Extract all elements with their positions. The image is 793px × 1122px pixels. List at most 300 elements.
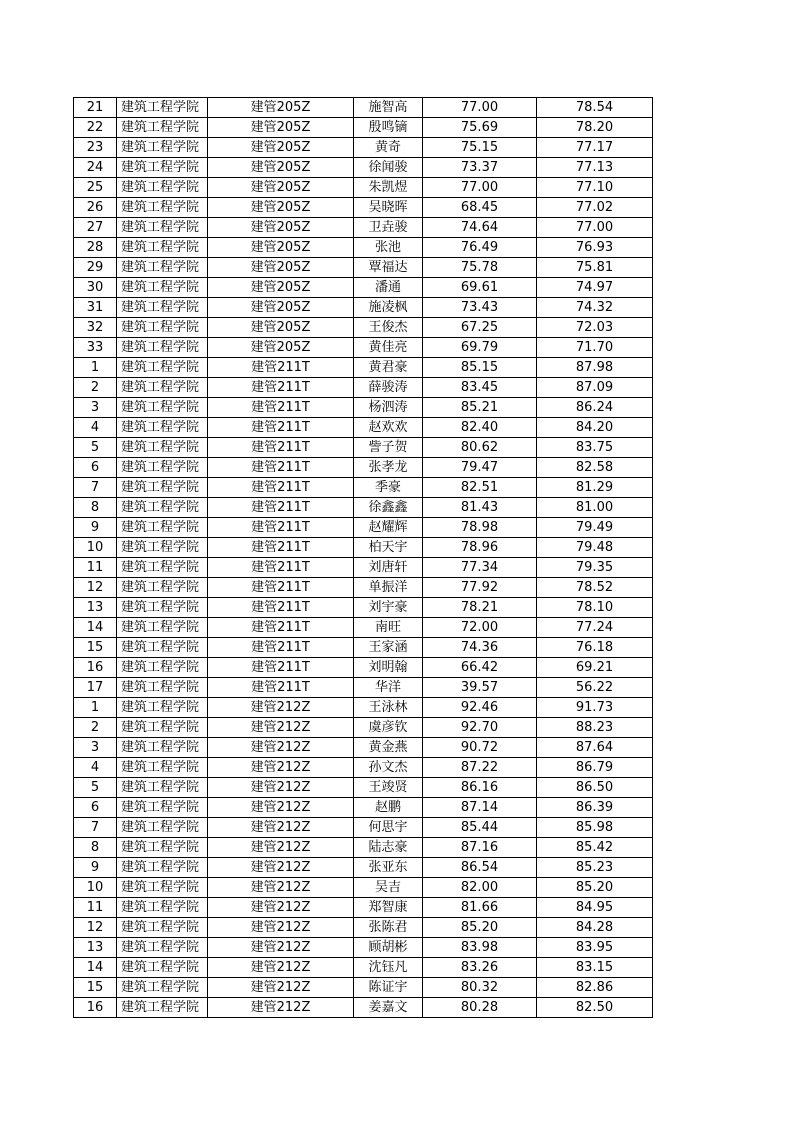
student-name-cell: 沈钰凡 <box>354 958 423 978</box>
score-2-cell: 74.97 <box>537 278 653 298</box>
row-index-cell: 4 <box>74 418 117 438</box>
table-row <box>74 638 653 658</box>
score-2-cell: 91.73 <box>537 698 653 718</box>
score-2-cell: 75.81 <box>537 258 653 278</box>
score-1-cell: 74.36 <box>423 638 537 658</box>
score-2-cell: 84.28 <box>537 918 653 938</box>
score-1-cell: 39.57 <box>423 678 537 698</box>
college-cell: 建筑工程学院 <box>117 418 208 438</box>
class-cell: 建管212Z <box>208 778 354 798</box>
score-1-cell: 87.22 <box>423 758 537 778</box>
table-row <box>74 878 653 898</box>
college-cell: 建筑工程学院 <box>117 738 208 758</box>
score-2-cell: 79.49 <box>537 518 653 538</box>
table-row <box>74 378 653 398</box>
table-row <box>74 758 653 778</box>
score-1-cell: 80.28 <box>423 998 537 1018</box>
table-row <box>74 898 653 918</box>
student-name-cell: 吴晓晖 <box>354 198 423 218</box>
class-cell: 建管211T <box>208 458 354 478</box>
table-row <box>74 458 653 478</box>
table-row <box>74 918 653 938</box>
row-index-cell: 2 <box>74 718 117 738</box>
student-name-cell: 黄佳亮 <box>354 338 423 358</box>
class-cell: 建管212Z <box>208 958 354 978</box>
class-cell: 建管212Z <box>208 838 354 858</box>
score-1-cell: 67.25 <box>423 318 537 338</box>
college-cell: 建筑工程学院 <box>117 858 208 878</box>
table-row <box>74 798 653 818</box>
score-2-cell: 84.95 <box>537 898 653 918</box>
score-1-cell: 81.43 <box>423 498 537 518</box>
college-cell: 建筑工程学院 <box>117 958 208 978</box>
student-name-cell: 黄奇 <box>354 138 423 158</box>
class-cell: 建管212Z <box>208 878 354 898</box>
class-cell: 建管212Z <box>208 758 354 778</box>
college-cell: 建筑工程学院 <box>117 938 208 958</box>
row-index-cell: 13 <box>74 598 117 618</box>
class-cell: 建管212Z <box>208 798 354 818</box>
row-index-cell: 7 <box>74 818 117 838</box>
score-2-cell: 86.50 <box>537 778 653 798</box>
class-cell: 建管205Z <box>208 178 354 198</box>
score-1-cell: 85.21 <box>423 398 537 418</box>
row-index-cell: 25 <box>74 178 117 198</box>
score-2-cell: 82.50 <box>537 998 653 1018</box>
table-row <box>74 338 653 358</box>
college-cell: 建筑工程学院 <box>117 198 208 218</box>
score-1-cell: 80.32 <box>423 978 537 998</box>
student-name-cell: 杨泗涛 <box>354 398 423 418</box>
row-index-cell: 6 <box>74 798 117 818</box>
score-2-cell: 87.09 <box>537 378 653 398</box>
class-cell: 建管211T <box>208 638 354 658</box>
student-name-cell: 訾子贺 <box>354 438 423 458</box>
score-2-cell: 82.58 <box>537 458 653 478</box>
score-2-cell: 86.39 <box>537 798 653 818</box>
score-table-body <box>74 98 653 1018</box>
score-1-cell: 75.69 <box>423 118 537 138</box>
class-cell: 建管211T <box>208 398 354 418</box>
class-cell: 建管211T <box>208 358 354 378</box>
table-row <box>74 518 653 538</box>
college-cell: 建筑工程学院 <box>117 498 208 518</box>
score-2-cell: 77.02 <box>537 198 653 218</box>
row-index-cell: 4 <box>74 758 117 778</box>
college-cell: 建筑工程学院 <box>117 718 208 738</box>
score-2-cell: 82.86 <box>537 978 653 998</box>
score-2-cell: 69.21 <box>537 658 653 678</box>
score-1-cell: 69.61 <box>423 278 537 298</box>
row-index-cell: 11 <box>74 558 117 578</box>
row-index-cell: 1 <box>74 698 117 718</box>
row-index-cell: 27 <box>74 218 117 238</box>
student-name-cell: 郑智康 <box>354 898 423 918</box>
table-row <box>74 618 653 638</box>
score-2-cell: 74.32 <box>537 298 653 318</box>
score-1-cell: 83.26 <box>423 958 537 978</box>
college-cell: 建筑工程学院 <box>117 438 208 458</box>
score-1-cell: 87.16 <box>423 838 537 858</box>
college-cell: 建筑工程学院 <box>117 778 208 798</box>
row-index-cell: 10 <box>74 538 117 558</box>
table-row <box>74 558 653 578</box>
college-cell: 建筑工程学院 <box>117 818 208 838</box>
college-cell: 建筑工程学院 <box>117 238 208 258</box>
score-1-cell: 92.70 <box>423 718 537 738</box>
table-row <box>74 978 653 998</box>
row-index-cell: 8 <box>74 498 117 518</box>
college-cell: 建筑工程学院 <box>117 658 208 678</box>
score-1-cell: 78.96 <box>423 538 537 558</box>
table-row <box>74 818 653 838</box>
student-name-cell: 刘宇豪 <box>354 598 423 618</box>
score-2-cell: 77.10 <box>537 178 653 198</box>
table-row <box>74 738 653 758</box>
score-1-cell: 77.00 <box>423 178 537 198</box>
score-2-cell: 85.23 <box>537 858 653 878</box>
college-cell: 建筑工程学院 <box>117 698 208 718</box>
row-index-cell: 22 <box>74 118 117 138</box>
class-cell: 建管212Z <box>208 738 354 758</box>
class-cell: 建管212Z <box>208 938 354 958</box>
class-cell: 建管212Z <box>208 818 354 838</box>
student-name-cell: 朱凯煜 <box>354 178 423 198</box>
table-row <box>74 298 653 318</box>
table-row <box>74 98 653 118</box>
score-2-cell: 78.52 <box>537 578 653 598</box>
class-cell: 建管205Z <box>208 198 354 218</box>
score-2-cell: 78.54 <box>537 98 653 118</box>
row-index-cell: 12 <box>74 918 117 938</box>
score-1-cell: 73.37 <box>423 158 537 178</box>
college-cell: 建筑工程学院 <box>117 678 208 698</box>
college-cell: 建筑工程学院 <box>117 518 208 538</box>
table-row <box>74 318 653 338</box>
score-2-cell: 85.20 <box>537 878 653 898</box>
table-row <box>74 118 653 138</box>
score-2-cell: 84.20 <box>537 418 653 438</box>
student-name-cell: 王家涵 <box>354 638 423 658</box>
class-cell: 建管212Z <box>208 898 354 918</box>
table-row <box>74 478 653 498</box>
college-cell: 建筑工程学院 <box>117 158 208 178</box>
score-1-cell: 83.45 <box>423 378 537 398</box>
college-cell: 建筑工程学院 <box>117 618 208 638</box>
college-cell: 建筑工程学院 <box>117 898 208 918</box>
score-1-cell: 77.34 <box>423 558 537 578</box>
table-row <box>74 358 653 378</box>
student-name-cell: 王俊杰 <box>354 318 423 338</box>
college-cell: 建筑工程学院 <box>117 138 208 158</box>
college-cell: 建筑工程学院 <box>117 598 208 618</box>
score-1-cell: 69.79 <box>423 338 537 358</box>
student-name-cell: 华洋 <box>354 678 423 698</box>
student-name-cell: 柏天宇 <box>354 538 423 558</box>
college-cell: 建筑工程学院 <box>117 378 208 398</box>
class-cell: 建管211T <box>208 498 354 518</box>
student-name-cell: 王竣贤 <box>354 778 423 798</box>
table-row <box>74 178 653 198</box>
college-cell: 建筑工程学院 <box>117 998 208 1018</box>
class-cell: 建管205Z <box>208 298 354 318</box>
student-name-cell: 卫垚骏 <box>354 218 423 238</box>
row-index-cell: 17 <box>74 678 117 698</box>
class-cell: 建管212Z <box>208 858 354 878</box>
student-name-cell: 潘通 <box>354 278 423 298</box>
row-index-cell: 14 <box>74 618 117 638</box>
score-1-cell: 66.42 <box>423 658 537 678</box>
row-index-cell: 13 <box>74 938 117 958</box>
row-index-cell: 15 <box>74 978 117 998</box>
college-cell: 建筑工程学院 <box>117 98 208 118</box>
score-table <box>73 97 653 1018</box>
row-index-cell: 5 <box>74 438 117 458</box>
score-1-cell: 82.00 <box>423 878 537 898</box>
score-2-cell: 86.24 <box>537 398 653 418</box>
class-cell: 建管205Z <box>208 318 354 338</box>
college-cell: 建筑工程学院 <box>117 178 208 198</box>
score-2-cell: 83.95 <box>537 938 653 958</box>
score-2-cell: 79.48 <box>537 538 653 558</box>
row-index-cell: 5 <box>74 778 117 798</box>
class-cell: 建管211T <box>208 598 354 618</box>
score-1-cell: 85.44 <box>423 818 537 838</box>
class-cell: 建管212Z <box>208 978 354 998</box>
score-1-cell: 76.49 <box>423 238 537 258</box>
score-1-cell: 77.00 <box>423 98 537 118</box>
class-cell: 建管212Z <box>208 698 354 718</box>
row-index-cell: 7 <box>74 478 117 498</box>
student-name-cell: 季豪 <box>354 478 423 498</box>
college-cell: 建筑工程学院 <box>117 798 208 818</box>
class-cell: 建管205Z <box>208 258 354 278</box>
college-cell: 建筑工程学院 <box>117 918 208 938</box>
class-cell: 建管205Z <box>208 138 354 158</box>
student-name-cell: 张孝龙 <box>354 458 423 478</box>
score-2-cell: 77.24 <box>537 618 653 638</box>
score-2-cell: 85.98 <box>537 818 653 838</box>
table-row <box>74 838 653 858</box>
student-name-cell: 赵耀辉 <box>354 518 423 538</box>
row-index-cell: 16 <box>74 658 117 678</box>
score-1-cell: 86.16 <box>423 778 537 798</box>
row-index-cell: 9 <box>74 858 117 878</box>
class-cell: 建管212Z <box>208 998 354 1018</box>
class-cell: 建管211T <box>208 658 354 678</box>
score-2-cell: 83.15 <box>537 958 653 978</box>
score-2-cell: 79.35 <box>537 558 653 578</box>
class-cell: 建管211T <box>208 558 354 578</box>
score-1-cell: 78.98 <box>423 518 537 538</box>
score-1-cell: 85.20 <box>423 918 537 938</box>
college-cell: 建筑工程学院 <box>117 278 208 298</box>
student-name-cell: 施凌枫 <box>354 298 423 318</box>
row-index-cell: 33 <box>74 338 117 358</box>
student-name-cell: 何思宇 <box>354 818 423 838</box>
college-cell: 建筑工程学院 <box>117 478 208 498</box>
student-name-cell: 薛骏涛 <box>354 378 423 398</box>
score-1-cell: 82.51 <box>423 478 537 498</box>
row-index-cell: 30 <box>74 278 117 298</box>
student-name-cell: 殷鸣镝 <box>354 118 423 138</box>
student-name-cell: 覃福达 <box>354 258 423 278</box>
row-index-cell: 2 <box>74 378 117 398</box>
row-index-cell: 16 <box>74 998 117 1018</box>
college-cell: 建筑工程学院 <box>117 458 208 478</box>
score-1-cell: 80.62 <box>423 438 537 458</box>
college-cell: 建筑工程学院 <box>117 978 208 998</box>
row-index-cell: 26 <box>74 198 117 218</box>
score-1-cell: 78.21 <box>423 598 537 618</box>
score-2-cell: 71.70 <box>537 338 653 358</box>
score-2-cell: 77.17 <box>537 138 653 158</box>
class-cell: 建管205Z <box>208 238 354 258</box>
score-2-cell: 83.75 <box>537 438 653 458</box>
table-row <box>74 718 653 738</box>
score-2-cell: 87.98 <box>537 358 653 378</box>
student-name-cell: 虞彦钦 <box>354 718 423 738</box>
score-1-cell: 74.64 <box>423 218 537 238</box>
class-cell: 建管205Z <box>208 158 354 178</box>
class-cell: 建管205Z <box>208 278 354 298</box>
class-cell: 建管211T <box>208 478 354 498</box>
college-cell: 建筑工程学院 <box>117 258 208 278</box>
score-2-cell: 78.10 <box>537 598 653 618</box>
student-name-cell: 黄金燕 <box>354 738 423 758</box>
class-cell: 建管211T <box>208 618 354 638</box>
table-row <box>74 218 653 238</box>
college-cell: 建筑工程学院 <box>117 758 208 778</box>
score-1-cell: 81.66 <box>423 898 537 918</box>
college-cell: 建筑工程学院 <box>117 338 208 358</box>
score-1-cell: 77.92 <box>423 578 537 598</box>
score-2-cell: 85.42 <box>537 838 653 858</box>
row-index-cell: 1 <box>74 358 117 378</box>
score-2-cell: 78.20 <box>537 118 653 138</box>
class-cell: 建管211T <box>208 518 354 538</box>
student-name-cell: 孙文杰 <box>354 758 423 778</box>
row-index-cell: 12 <box>74 578 117 598</box>
score-1-cell: 82.40 <box>423 418 537 438</box>
table-row <box>74 778 653 798</box>
class-cell: 建管205Z <box>208 118 354 138</box>
row-index-cell: 8 <box>74 838 117 858</box>
score-2-cell: 81.29 <box>537 478 653 498</box>
class-cell: 建管211T <box>208 378 354 398</box>
class-cell: 建管205Z <box>208 98 354 118</box>
score-2-cell: 72.03 <box>537 318 653 338</box>
score-1-cell: 90.72 <box>423 738 537 758</box>
class-cell: 建管211T <box>208 578 354 598</box>
college-cell: 建筑工程学院 <box>117 838 208 858</box>
table-row <box>74 658 653 678</box>
score-2-cell: 76.18 <box>537 638 653 658</box>
student-name-cell: 施智高 <box>354 98 423 118</box>
score-1-cell: 68.45 <box>423 198 537 218</box>
table-row <box>74 678 653 698</box>
college-cell: 建筑工程学院 <box>117 538 208 558</box>
student-name-cell: 黄君豪 <box>354 358 423 378</box>
college-cell: 建筑工程学院 <box>117 218 208 238</box>
table-row <box>74 158 653 178</box>
table-row <box>74 538 653 558</box>
score-1-cell: 83.98 <box>423 938 537 958</box>
class-cell: 建管205Z <box>208 218 354 238</box>
college-cell: 建筑工程学院 <box>117 578 208 598</box>
student-name-cell: 王泳林 <box>354 698 423 718</box>
score-1-cell: 87.14 <box>423 798 537 818</box>
score-2-cell: 81.00 <box>537 498 653 518</box>
row-index-cell: 10 <box>74 878 117 898</box>
student-name-cell: 南旺 <box>354 618 423 638</box>
college-cell: 建筑工程学院 <box>117 358 208 378</box>
table-row <box>74 958 653 978</box>
college-cell: 建筑工程学院 <box>117 318 208 338</box>
student-name-cell: 张陈君 <box>354 918 423 938</box>
table-row <box>74 998 653 1018</box>
table-row <box>74 858 653 878</box>
score-2-cell: 88.23 <box>537 718 653 738</box>
table-row <box>74 138 653 158</box>
class-cell: 建管211T <box>208 418 354 438</box>
row-index-cell: 6 <box>74 458 117 478</box>
row-index-cell: 11 <box>74 898 117 918</box>
score-2-cell: 77.00 <box>537 218 653 238</box>
row-index-cell: 23 <box>74 138 117 158</box>
table-row <box>74 238 653 258</box>
row-index-cell: 28 <box>74 238 117 258</box>
college-cell: 建筑工程学院 <box>117 878 208 898</box>
table-row <box>74 498 653 518</box>
college-cell: 建筑工程学院 <box>117 638 208 658</box>
score-1-cell: 75.78 <box>423 258 537 278</box>
score-1-cell: 72.00 <box>423 618 537 638</box>
table-row <box>74 598 653 618</box>
score-2-cell: 87.64 <box>537 738 653 758</box>
student-name-cell: 吴吉 <box>354 878 423 898</box>
table-row <box>74 578 653 598</box>
score-1-cell: 92.46 <box>423 698 537 718</box>
student-name-cell: 徐闻骏 <box>354 158 423 178</box>
score-1-cell: 75.15 <box>423 138 537 158</box>
class-cell: 建管205Z <box>208 338 354 358</box>
student-name-cell: 姜嘉文 <box>354 998 423 1018</box>
table-row <box>74 278 653 298</box>
student-name-cell: 张池 <box>354 238 423 258</box>
score-1-cell: 79.47 <box>423 458 537 478</box>
student-name-cell: 赵欢欢 <box>354 418 423 438</box>
student-name-cell: 顾胡彬 <box>354 938 423 958</box>
class-cell: 建管212Z <box>208 918 354 938</box>
student-name-cell: 陆志豪 <box>354 838 423 858</box>
row-index-cell: 29 <box>74 258 117 278</box>
score-1-cell: 85.15 <box>423 358 537 378</box>
row-index-cell: 15 <box>74 638 117 658</box>
row-index-cell: 31 <box>74 298 117 318</box>
college-cell: 建筑工程学院 <box>117 558 208 578</box>
row-index-cell: 9 <box>74 518 117 538</box>
score-1-cell: 73.43 <box>423 298 537 318</box>
student-name-cell: 张亚东 <box>354 858 423 878</box>
row-index-cell: 24 <box>74 158 117 178</box>
student-name-cell: 刘明翰 <box>354 658 423 678</box>
table-row <box>74 258 653 278</box>
class-cell: 建管211T <box>208 438 354 458</box>
row-index-cell: 32 <box>74 318 117 338</box>
score-2-cell: 86.79 <box>537 758 653 778</box>
row-index-cell: 21 <box>74 98 117 118</box>
